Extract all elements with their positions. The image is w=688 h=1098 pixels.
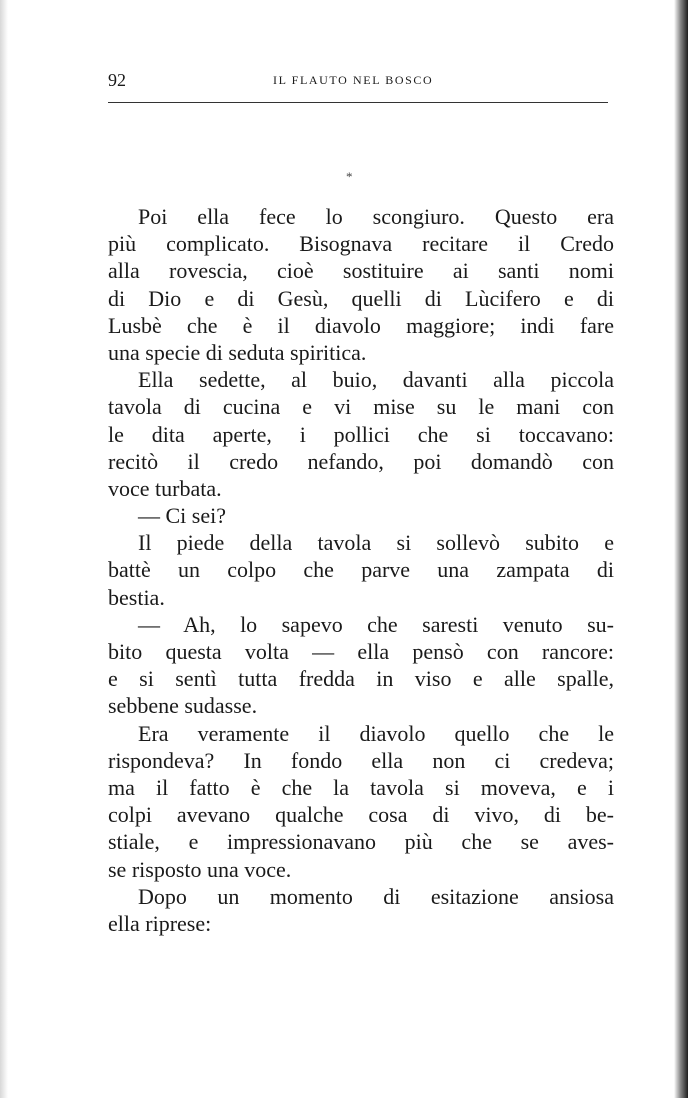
text-line: una specie di seduta spiritica. <box>108 339 367 365</box>
text-line: stiale, e impressionavano più che se aves- <box>108 829 614 855</box>
text-line: più complicato. Bisognava recitare il Credo <box>108 231 614 257</box>
text-line: Ella sedette, al buio, davanti alla piccola <box>138 367 614 393</box>
text-line: colpi avevano qualche cosa di vivo, di be- <box>108 802 614 828</box>
text-line: Il piede della tavola si sollevò subito e <box>138 530 614 556</box>
running-title: IL FLAUTO NEL BOSCO <box>273 73 434 87</box>
text-line: — Ci sei? <box>138 503 226 529</box>
text-line: — Ah, lo sapevo che saresti venuto su- <box>138 611 614 637</box>
text-line: le dita aperte, i pollici che si toccavano: <box>108 421 614 447</box>
text-line: recitò il credo nefando, poi domandò con <box>108 448 614 474</box>
header-rule <box>108 102 608 103</box>
text-line: alla rovescia, cioè sostituire ai santi nomi <box>108 258 614 284</box>
section-break-asterisk: * <box>346 169 353 184</box>
text-line: di Dio e di Gesù, quelli di Lùcifero e di <box>108 285 614 311</box>
text-line: Dopo un momento di esitazione ansiosa <box>138 883 614 909</box>
text-line: Era veramente il diavolo quello che le <box>138 720 614 746</box>
page-header <box>108 66 608 96</box>
text-line: battè un colpo che parve una zampata di <box>108 557 614 583</box>
page-right-edge-shadow <box>674 0 688 1098</box>
body-text <box>108 203 614 937</box>
text-line: Poi ella fece lo scongiuro. Questo era <box>138 204 614 229</box>
text-line: e si sentì tutta fredda in viso e alle spalle, <box>108 666 614 692</box>
text-line: voce turbata. <box>108 475 222 501</box>
text-line: bestia. <box>108 584 165 610</box>
text-line: ma il fatto è che la tavola si moveva, e i <box>108 774 614 800</box>
text-line: se risposto una voce. <box>108 856 292 882</box>
text-line: tavola di cucina e vi mise su le mani con <box>108 394 614 420</box>
text-line: rispondeva? In fondo ella non ci credeva; <box>108 747 614 773</box>
text-line: Lusbè che è il diavolo maggiore; indi fare <box>108 312 614 338</box>
text-line: bito questa volta — ella pensò con rancore: <box>108 639 614 664</box>
text-line: ella riprese: <box>108 910 212 936</box>
page-number: 92 <box>108 70 126 90</box>
page-left-edge-shadow <box>0 0 8 1098</box>
text-line: sebbene sudasse. <box>108 693 258 719</box>
